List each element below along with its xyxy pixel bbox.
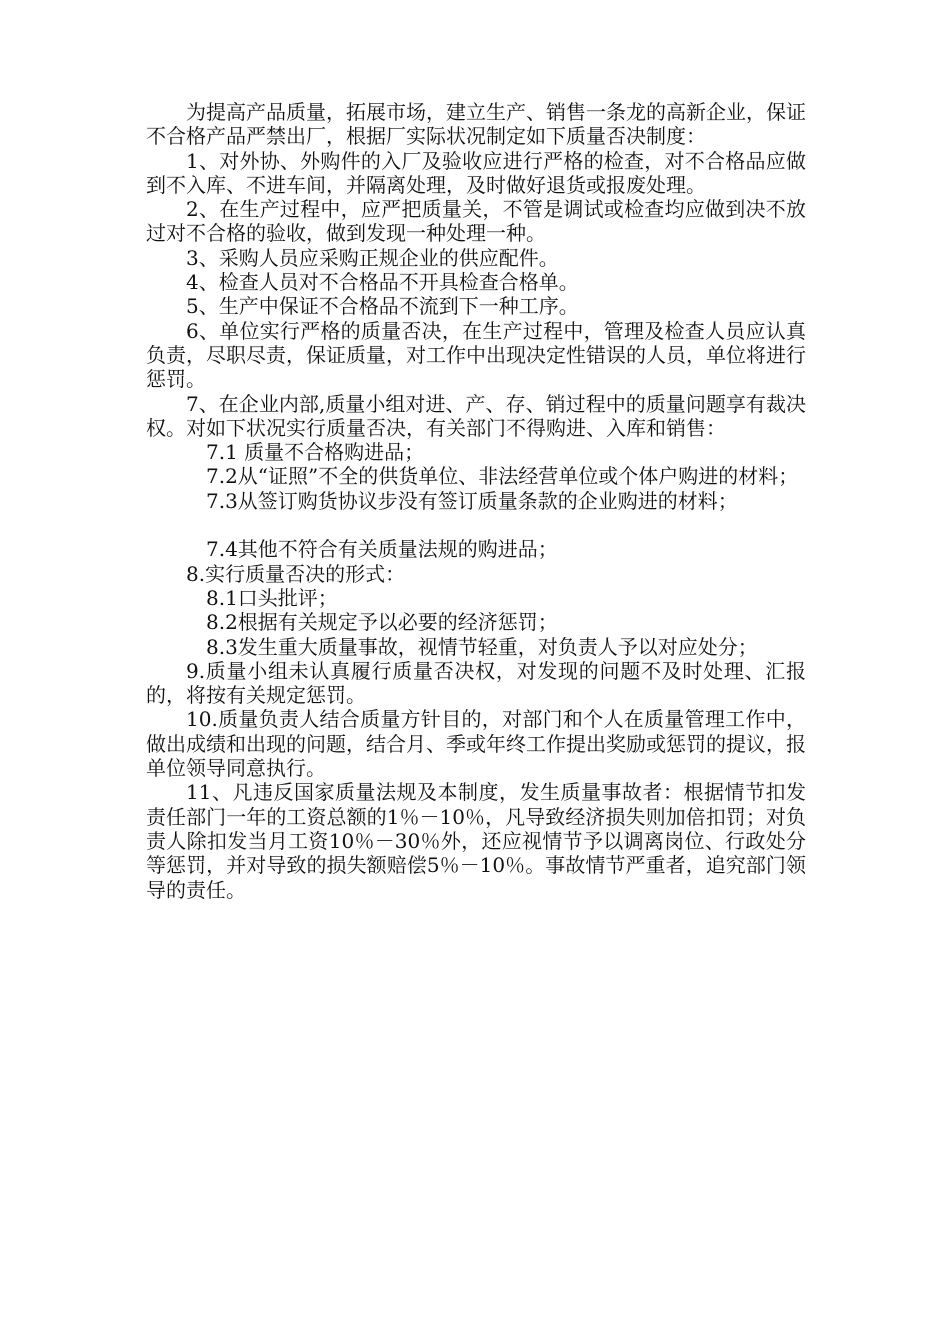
paragraph-item-7: 7、在企业内部,质量小组对进、产、存、销过程中的质量问题享有裁决权。对如下状况实行质量否决，有关部门不得购进、入库和销售： [146, 391, 806, 440]
paragraph-item-8: 8.实行质量否决的形式： [186, 561, 406, 586]
paragraph-item-7-1: 7.1 质量不合格购进品； [206, 440, 425, 465]
paragraph-intro: 为提高产品质量，拓展市场，建立生产、销售一条龙的高新企业，保证不合格产品严禁出厂，根据厂实际状况制定如下质量否决制度： [146, 100, 806, 149]
paragraph-item-2: 2、在生产过程中，应严把质量关，不管是调试或检查均应做到决不放过对不合格的验收，做到发现一种处理一种。 [146, 197, 806, 246]
document-body [146, 100, 806, 902]
paragraph-item-11: 11、凡违反国家质量法规及本制度，发生质量事故者：根据情节扣发责任部门一年的工资总额的1％－10％，凡导致经济损失则加倍扣罚；对负责人除扣发当月工资10％－30％外，还应视情节予以调离岗位、行政处分等惩罚，并对导致的损失额赔偿5％－10％。事故情节严重者，追究部门领导的责任。 [146, 780, 806, 902]
paragraph-item-8-1: 8.1口头批评； [206, 585, 338, 610]
paragraph-item-8-3: 8.3发生重大质量事故，视情节轻重，对负责人予以对应处分； [206, 634, 758, 659]
paragraph-item-7-3: 7.3从签订购货协议步没有签订质量条款的企业购进的材料； [206, 488, 738, 513]
paragraph-item-6: 6、单位实行严格的质量否决，在生产过程中，管理及检查人员应认真负责，尽职尽责，保证质量，对工作中出现决定性错误的人员，单位将进行惩罚。 [146, 318, 806, 392]
paragraph-item-4: 4、检查人员对不合格品不开具检查合格单。 [186, 270, 579, 295]
paragraph-item-1: 1、对外协、外购件的入厂及验收应进行严格的检查，对不合格品应做到不入库、不进车间，并隔离处理，及时做好退货或报废处理。 [146, 148, 806, 197]
paragraph-item-9: 9.质量小组未认真履行质量否决权，对发现的问题不及时处理、汇报的，将按有关规定惩罚。 [146, 658, 806, 708]
paragraph-item-8-2: 8.2根据有关规定予以必要的经济惩罚； [206, 610, 558, 635]
paragraph-item-10: 10.质量负责人结合质量方针目的，对部门和个人在质量管理工作中，做出成绩和出现的问题，结合月、季或年终工作提出奖励或惩罚的提议，报单位领导同意执行。 [146, 707, 806, 781]
paragraph-item-5: 5、生产中保证不合格品不流到下一种工序。 [186, 294, 579, 319]
paragraph-item-3: 3、采购人员应采购正规企业的供应配件。 [186, 245, 559, 270]
blank-line [146, 513, 806, 537]
paragraph-item-7-2: 7.2从“证照”不全的供货单位、非法经营单位或个体户购进的材料； [206, 464, 799, 489]
paragraph-item-7-4: 7.4其他不符合有关质量法规的购进品； [206, 537, 558, 562]
